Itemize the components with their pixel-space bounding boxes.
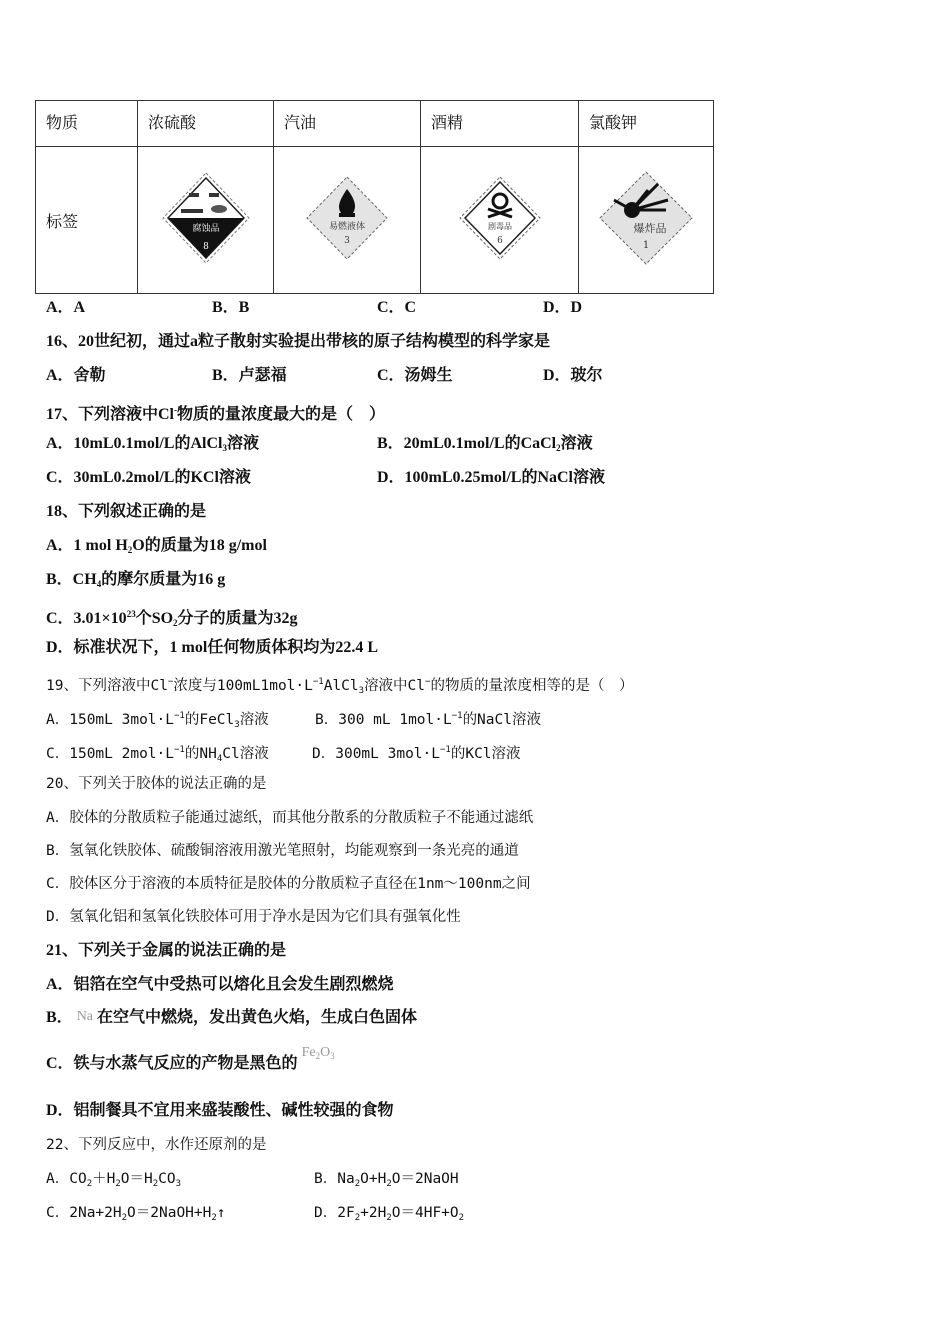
row-label: 标签 bbox=[36, 147, 138, 294]
flammable-label-cell bbox=[274, 147, 421, 294]
q15-option-b[interactable]: B．B bbox=[212, 299, 250, 316]
q16-option-a[interactable]: A．舍勒 bbox=[46, 367, 106, 384]
q15-option-a[interactable]: A．A bbox=[46, 299, 86, 316]
q18-option-c[interactable]: C．$3.01\times 10^{23}$个$SO_2$分子的质量为32g bbox=[46, 609, 298, 628]
sodium-formula: Na bbox=[76, 1009, 94, 1024]
q18-option-b[interactable]: B．$CH_4$的摩尔质量为16 g bbox=[46, 571, 226, 589]
toxic-hazard-icon bbox=[458, 175, 542, 261]
q22-option-a[interactable]: A．$CO_2+H_2O=H_2CO_3$ bbox=[46, 1171, 182, 1189]
q21-option-b[interactable] bbox=[46, 1008, 417, 1029]
label-text: 爆炸品 bbox=[633, 222, 667, 235]
q19-stem: 19、下列溶液中Cl−浓度与$100mL1mol\cdot L^{-1}AlCl_3$溶液中Cl−的物质的量浓度相等的是（ ） bbox=[46, 677, 634, 696]
q20-option-b[interactable]: B．氢氧化铁胶体、硫酸铜溶液用激光笔照射，均能观察到一条光亮的通道 bbox=[46, 843, 519, 859]
option-prefix: B． bbox=[46, 1009, 73, 1026]
header-potassium-chlorate: 氯酸钾 bbox=[579, 101, 714, 147]
q17-option-a[interactable]: A．10mL0.1mol/L的AlCl$_3$溶液 bbox=[46, 435, 259, 453]
q22-option-d[interactable]: D．$2F_2+2H_2O=4HF+O_2$ bbox=[314, 1205, 465, 1223]
label-text: 剧毒品 bbox=[487, 222, 512, 231]
q20-option-a[interactable]: A．胶体的分散质粒子能通过滤纸，而其他分散系的分散质粒子不能通过滤纸 bbox=[46, 810, 534, 826]
flammable-hazard-icon bbox=[305, 175, 389, 261]
q15-option-d[interactable]: D．D bbox=[543, 299, 583, 316]
q19-option-c[interactable]: C．150mL $2mol\cdot L^{-1}$的$NH_4Cl$溶液 bbox=[46, 745, 269, 764]
q17-stem: 17、下列溶液中Cl-物质的量浓度最大的是（ ） bbox=[46, 405, 386, 423]
q19-option-a[interactable]: A．150mL $3mol\cdot L^{-1}$的FeCl$_3$溶液 bbox=[46, 711, 269, 730]
option-text: 在空气中燃烧，发出黄色火焰，生成白色固体 bbox=[97, 1009, 418, 1026]
q21-option-d[interactable]: D．铝制餐具不宜用来盛装酸性、碱性较强的食物 bbox=[46, 1102, 394, 1119]
label-class: 3 bbox=[344, 236, 350, 246]
header-gasoline: 汽油 bbox=[274, 101, 421, 147]
corrosive-label-cell bbox=[138, 147, 274, 294]
header-alcohol: 酒精 bbox=[421, 101, 579, 147]
q18-stem: 18、下列叙述正确的是 bbox=[46, 503, 207, 520]
label-class: 6 bbox=[496, 236, 503, 246]
label-class: 8 bbox=[202, 242, 209, 252]
explosive-label-cell bbox=[579, 147, 714, 294]
corrosive-hazard-icon bbox=[161, 171, 251, 265]
q22-stem: 22、下列反应中，水作还原剂的是 bbox=[46, 1137, 267, 1153]
q16-option-c[interactable]: C．汤姆生 bbox=[377, 367, 453, 384]
q21-option-c[interactable] bbox=[46, 1045, 335, 1078]
label-text: 腐蚀品 bbox=[191, 224, 220, 234]
q19-option-b[interactable]: B．300 mL $1mol\cdot L^{-1}$的NaCl溶液 bbox=[315, 711, 541, 728]
q22-option-b[interactable]: B．$Na_2O+H_2O=2NaOH$ bbox=[314, 1171, 459, 1189]
q18-option-a[interactable]: A．1 mol $H_2O$的质量为18 g/mol bbox=[46, 537, 267, 555]
q19-option-d[interactable]: D．300mL $3mol\cdot L^{-1}$的KCl溶液 bbox=[312, 745, 521, 762]
q20-option-c[interactable]: C．胶体区分于溶液的本质特征是胶体的分散质粒子直径在1nm～100nm之间 bbox=[46, 876, 531, 892]
q17-option-b[interactable]: B．20mL0.1mol/L的CaCl$_2$溶液 bbox=[377, 435, 593, 453]
q16-option-b[interactable]: B．卢瑟福 bbox=[212, 367, 287, 384]
q15-option-c[interactable]: C．C bbox=[377, 299, 417, 316]
q22-option-c[interactable]: C．$2Na+2H_2O=2NaOH+H_2↑$ bbox=[46, 1205, 226, 1223]
q17-option-c[interactable]: C．30mL0.2mol/L的KCl溶液 bbox=[46, 469, 251, 486]
header-substance: 物质 bbox=[36, 101, 138, 147]
hazard-label-table bbox=[35, 100, 714, 294]
toxic-label-cell bbox=[421, 147, 579, 294]
q17-option-d[interactable]: D．100mL0.25mol/L的NaCl溶液 bbox=[377, 469, 606, 486]
q20-stem: 20、下列关于胶体的说法正确的是 bbox=[46, 776, 267, 792]
label-text: 易燃液体 bbox=[328, 222, 366, 232]
option-text: C．铁与水蒸气反应的产物是黑色的 bbox=[46, 1055, 298, 1072]
iron-oxide-formula: $Fe_2O_3$ bbox=[301, 1045, 335, 1061]
label-class: 1 bbox=[642, 240, 650, 251]
q20-option-d[interactable]: D．氢氧化铝和氢氧化铁胶体可用于净水是因为它们具有强氧化性 bbox=[46, 909, 461, 925]
q21-stem: 21、下列关于金属的说法正确的是 bbox=[46, 942, 287, 959]
header-sulfuric-acid: 浓硫酸 bbox=[138, 101, 274, 147]
explosive-hazard-icon bbox=[598, 170, 694, 266]
q18-option-d[interactable]: D．标准状况下，1 mol任何物质体积均为22.4 L bbox=[46, 639, 379, 656]
q16-option-d[interactable]: D．玻尔 bbox=[543, 367, 603, 384]
q16-stem: 16、20世纪初，通过a粒子散射实验提出带核的原子结构模型的科学家是 bbox=[46, 333, 551, 350]
q21-option-a[interactable]: A．铝箔在空气中受热可以熔化且会发生剧烈燃烧 bbox=[46, 976, 394, 993]
